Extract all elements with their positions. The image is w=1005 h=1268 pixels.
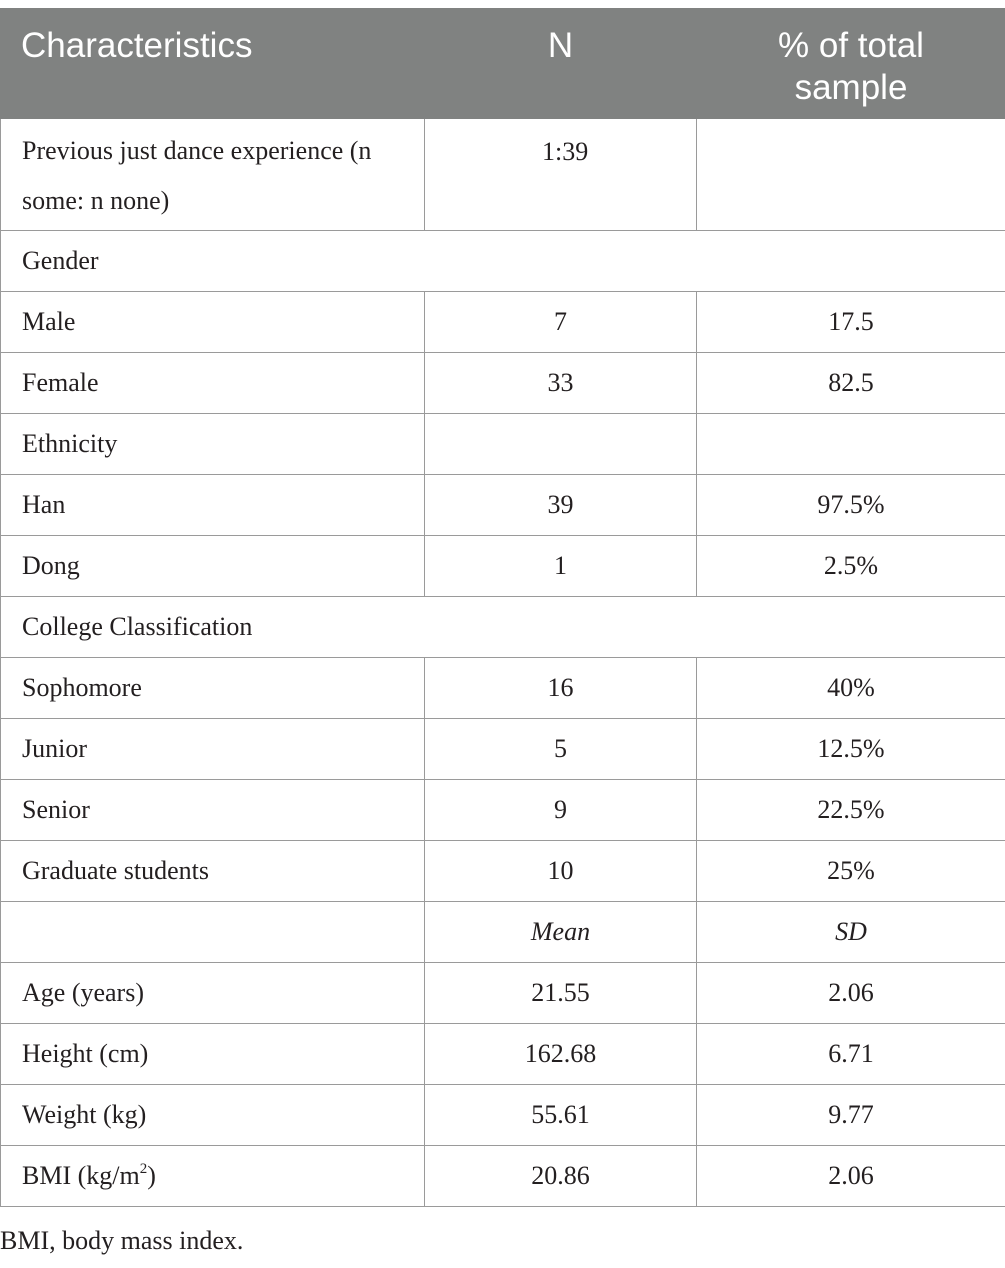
table-row xyxy=(1,963,1005,1024)
row-pct: 22.5% xyxy=(697,780,1005,841)
table-row xyxy=(1,780,1005,841)
row-pct: 17.5 xyxy=(697,292,1005,353)
row-n: 39 xyxy=(425,475,697,536)
row-mean: 55.61 xyxy=(425,1085,697,1146)
row-pct: 12.5% xyxy=(697,719,1005,780)
row-pct: 97.5% xyxy=(697,475,1005,536)
row-label: Male xyxy=(1,292,425,353)
row-label: Female xyxy=(1,353,425,414)
row-sd: 9.77 xyxy=(697,1085,1005,1146)
row-label: Dong xyxy=(1,536,425,597)
row-mean: 21.55 xyxy=(425,963,697,1024)
table-row xyxy=(1,1146,1005,1207)
row-empty xyxy=(697,414,1005,475)
row-pct: 25% xyxy=(697,841,1005,902)
row-label xyxy=(1,1146,425,1207)
row-empty xyxy=(425,414,697,475)
bmi-label-superscript: 2 xyxy=(139,1161,148,1177)
row-label: Previous just dance experience (n some: n none) xyxy=(1,119,425,231)
row-label: Han xyxy=(1,475,425,536)
demographics-table xyxy=(0,8,1005,1207)
table-section-row xyxy=(1,231,1005,292)
row-pct: 40% xyxy=(697,658,1005,719)
table-section-row xyxy=(1,597,1005,658)
row-empty xyxy=(697,119,1005,231)
section-label-college: College Classification xyxy=(1,597,1005,658)
row-mean: 162.68 xyxy=(425,1024,697,1085)
table-row xyxy=(1,719,1005,780)
table-row xyxy=(1,475,1005,536)
row-label: Height (cm) xyxy=(1,1024,425,1085)
row-label: Graduate students xyxy=(1,841,425,902)
table-section-row xyxy=(1,414,1005,475)
row-label: Sophomore xyxy=(1,658,425,719)
table-row xyxy=(1,658,1005,719)
row-n: 7 xyxy=(425,292,697,353)
table-subheader-row xyxy=(1,902,1005,963)
row-label: Age (years) xyxy=(1,963,425,1024)
row-n: 9 xyxy=(425,780,697,841)
row-n: 16 xyxy=(425,658,697,719)
bmi-label-suffix: ) xyxy=(147,1161,156,1190)
row-label: Senior xyxy=(1,780,425,841)
bmi-label-prefix: BMI (kg/m xyxy=(22,1161,140,1190)
header-percent: % of total sample xyxy=(697,9,1005,119)
table-row xyxy=(1,292,1005,353)
table-row xyxy=(1,1024,1005,1085)
table-row xyxy=(1,353,1005,414)
header-n: N xyxy=(425,9,697,119)
section-label-ethnicity: Ethnicity xyxy=(1,414,425,475)
table-row xyxy=(1,1085,1005,1146)
subheader-sd: SD xyxy=(697,902,1005,963)
row-sd: 2.06 xyxy=(697,1146,1005,1207)
row-n: 1 xyxy=(425,536,697,597)
row-pct: 82.5 xyxy=(697,353,1005,414)
table-header xyxy=(1,9,1005,119)
row-mean: 20.86 xyxy=(425,1146,697,1207)
row-n: 5 xyxy=(425,719,697,780)
section-label-gender: Gender xyxy=(1,231,1005,292)
table-row xyxy=(1,841,1005,902)
header-characteristics: Characteristics xyxy=(1,9,425,119)
subheader-mean: Mean xyxy=(425,902,697,963)
row-n: 33 xyxy=(425,353,697,414)
table-footnote: BMI, body mass index. xyxy=(0,1226,244,1255)
row-value: 1:39 xyxy=(425,119,697,231)
row-label: Weight (kg) xyxy=(1,1085,425,1146)
table-row xyxy=(1,119,1005,231)
row-sd: 2.06 xyxy=(697,963,1005,1024)
row-label: Junior xyxy=(1,719,425,780)
row-pct: 2.5% xyxy=(697,536,1005,597)
row-sd: 6.71 xyxy=(697,1024,1005,1085)
row-empty xyxy=(1,902,425,963)
table-row xyxy=(1,536,1005,597)
row-n: 10 xyxy=(425,841,697,902)
